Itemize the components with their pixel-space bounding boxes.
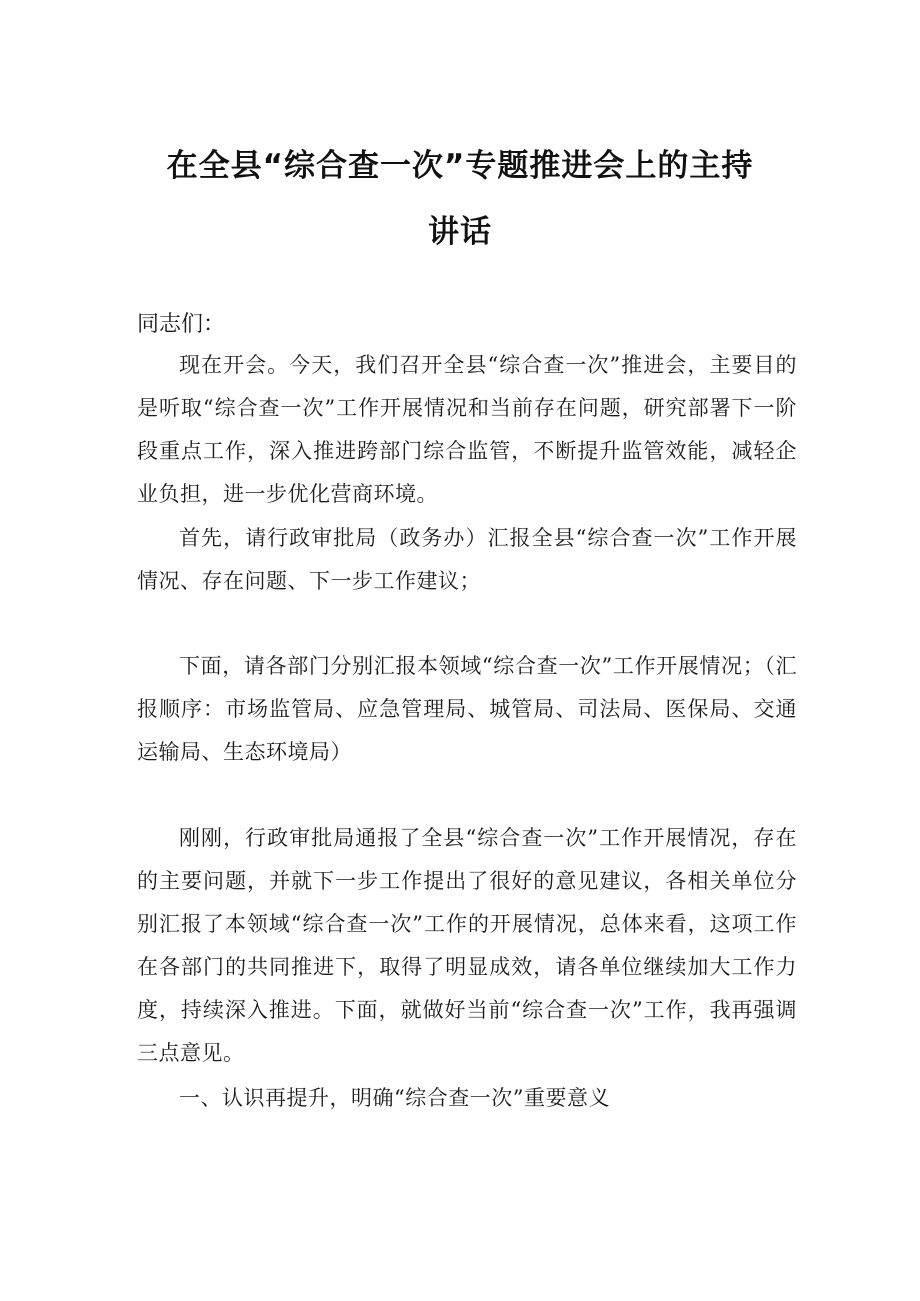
salutation: 同志们： xyxy=(137,312,226,337)
paragraph-opening: 现在开会。今天，我们召开全县“综合查一次”推进会，主要目的是听取“综合查一次”工作开展情况和当前存在问题，研究部署下一阶段重点工作，深入推进跨部门综合监管，不断提升监管效能，减轻企业负担，进一步优化营商环境。 xyxy=(137,353,797,506)
paragraph-department-reports: 下面，请各部门分别汇报本领域“综合查一次”工作开展情况；（汇报顺序：市场监管局、应急管理局、城管局、司法局、医保局、交通运输局、生态环境局） xyxy=(137,654,797,764)
paragraph-first-report: 首先，请行政审批局（政务办）汇报全县“综合查一次”工作开展情况、存在问题、下一步工作建议； xyxy=(137,526,797,593)
document-title-line-1: 在全县“综合查一次”专题推进会上的主持 xyxy=(166,148,754,184)
document-title-line-2: 讲话 xyxy=(428,214,492,250)
paragraph-summary: 刚刚，行政审批局通报了全县“综合查一次”工作开展情况，存在的主要问题，并就下一步工作提出了很好的意见建议，各相关单位分别汇报了本领域“综合查一次”工作的开展情况，总体来看，这项工作在各部门的共同推进下，取得了明显成效，请各单位继续加大工作力度，持续深入推进。下面，就做好当前“综合查一次”工作，我再强调三点意见。 xyxy=(137,826,797,1065)
section-heading-1: 一、认识再提升，明确“综合查一次”重要意义 xyxy=(179,1086,610,1110)
